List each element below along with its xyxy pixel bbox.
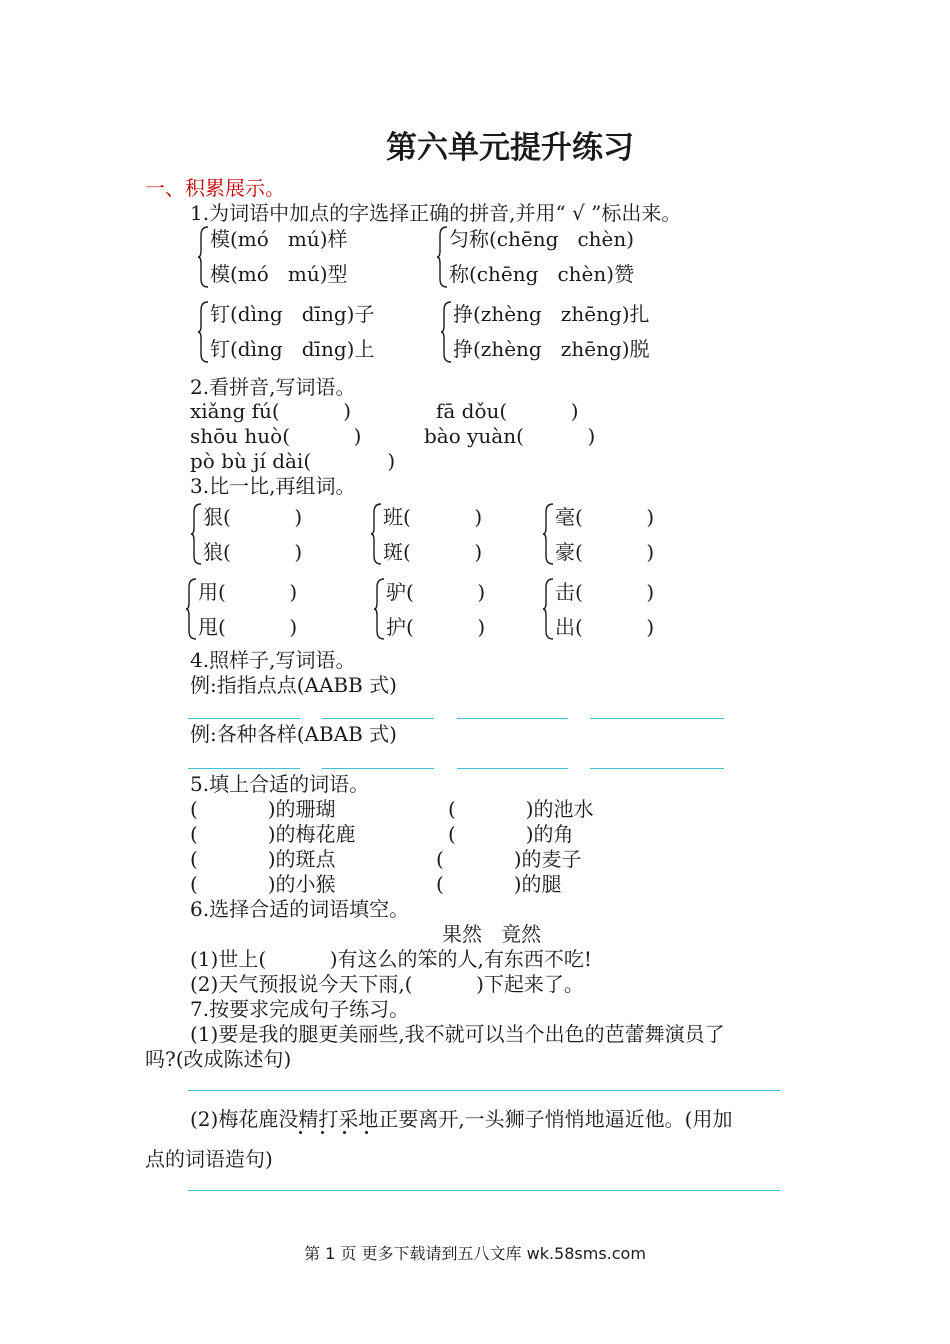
q1-item: 钉(dìng dīng)子 xyxy=(210,302,375,326)
answer-line[interactable] xyxy=(188,1090,780,1091)
q1-item: 模(mó mú)样 xyxy=(210,227,348,251)
page-title: 第六单元提升练习 xyxy=(386,130,634,166)
answer-line[interactable] xyxy=(457,718,568,719)
q5-item: ( )的小猴 xyxy=(190,872,336,896)
q2-item: pò bù jí dài( ) xyxy=(190,449,396,473)
q6-sentence: (2)天气预报说今天下雨,( )下起来了。 xyxy=(190,972,584,996)
emphasis-dot xyxy=(365,1131,368,1134)
brace-icon xyxy=(190,502,202,566)
brace-icon xyxy=(197,300,209,364)
q6-sentence: (1)世上( )有这么的笨的人,有东西不吃! xyxy=(190,947,592,971)
q3-item: 斑( ) xyxy=(383,540,483,564)
q3-item: 班( ) xyxy=(383,505,483,529)
q7-sentence: (2)梅花鹿没精打采地正要离开,一头狮子悄悄地逼近他。(用加 xyxy=(190,1107,733,1131)
q1-item: 挣(zhèng zhēng)扎 xyxy=(453,302,650,326)
brace-icon xyxy=(542,502,554,566)
q5-item: ( )的腿 xyxy=(436,872,562,896)
q5-item: ( )的麦子 xyxy=(436,847,582,871)
brace-icon xyxy=(370,502,382,566)
q3-item: 甩( ) xyxy=(198,615,298,639)
q2-item: bào yuàn( ) xyxy=(424,424,596,448)
q1-heading: 1.为词语中加点的字选择正确的拼音,并用“ √ ”标出来。 xyxy=(190,201,682,225)
page-footer: 第 1 页 更多下载请到五八文库 wk.58sms.com xyxy=(304,1244,646,1263)
emphasis-dot xyxy=(343,1131,346,1134)
brace-icon xyxy=(436,225,448,289)
q6-options: 果然 竟然 xyxy=(442,922,542,946)
q1-item: 模(mó mú)型 xyxy=(210,262,348,286)
brace-icon xyxy=(197,225,209,289)
q5-item: ( )的斑点 xyxy=(190,847,336,871)
answer-line[interactable] xyxy=(590,718,724,719)
brace-icon xyxy=(185,577,197,641)
q3-item: 出( ) xyxy=(555,615,655,639)
answer-line[interactable] xyxy=(322,768,434,769)
q1-item: 称(chēng chèn)赞 xyxy=(449,262,635,286)
q2-item: fā dǒu( ) xyxy=(436,399,579,423)
q1-item: 匀称(chēng chèn) xyxy=(449,227,635,251)
q3-item: 狼( ) xyxy=(203,540,303,564)
q1-item: 挣(zhèng zhēng)脱 xyxy=(453,337,650,361)
brace-icon xyxy=(542,577,554,641)
q3-heading: 3.比一比,再组词。 xyxy=(190,474,356,498)
q3-item: 用( ) xyxy=(198,580,298,604)
q7-sentence: (1)要是我的腿更美丽些,我不就可以当个出色的芭蕾舞演员了 xyxy=(190,1022,725,1046)
q3-item: 狠( ) xyxy=(203,505,303,529)
q2-item: shōu huò( ) xyxy=(190,424,362,448)
brace-icon xyxy=(440,300,452,364)
emphasis-dot xyxy=(321,1131,324,1134)
answer-line[interactable] xyxy=(188,718,300,719)
q5-item: ( )的角 xyxy=(448,822,574,846)
q7-sentence: 点的词语造句) xyxy=(145,1147,273,1171)
q3-item: 毫( ) xyxy=(555,505,655,529)
answer-line[interactable] xyxy=(590,768,724,769)
emphasis-dot xyxy=(299,1131,302,1134)
q5-item: ( )的池水 xyxy=(448,797,594,821)
brace-icon xyxy=(373,577,385,641)
q3-item: 豪( ) xyxy=(555,540,655,564)
q5-item: ( )的珊瑚 xyxy=(190,797,336,821)
answer-line[interactable] xyxy=(322,718,434,719)
q4-heading: 4.照样子,写词语。 xyxy=(190,648,356,672)
q4-example: 例:指指点点(AABB 式) xyxy=(190,673,397,697)
q3-item: 击( ) xyxy=(555,580,655,604)
q2-heading: 2.看拼音,写词语。 xyxy=(190,375,356,399)
answer-line[interactable] xyxy=(188,768,300,769)
q4-example: 例:各种各样(ABAB 式) xyxy=(190,722,397,746)
q3-item: 护( ) xyxy=(386,615,486,639)
answer-line[interactable] xyxy=(457,768,568,769)
q7-heading: 7.按要求完成句子练习。 xyxy=(190,997,410,1021)
q6-heading: 6.选择合适的词语填空。 xyxy=(190,897,410,921)
section-heading: 一、积累展示。 xyxy=(145,176,285,200)
q5-item: ( )的梅花鹿 xyxy=(190,822,356,846)
q2-item: xiǎng fú( ) xyxy=(190,399,352,423)
answer-line[interactable] xyxy=(188,1190,780,1191)
q3-item: 驴( ) xyxy=(386,580,486,604)
q5-heading: 5.填上合适的词语。 xyxy=(190,772,370,796)
q1-item: 钉(dìng dīng)上 xyxy=(210,337,375,361)
q7-sentence: 吗?(改成陈述句) xyxy=(145,1047,292,1071)
